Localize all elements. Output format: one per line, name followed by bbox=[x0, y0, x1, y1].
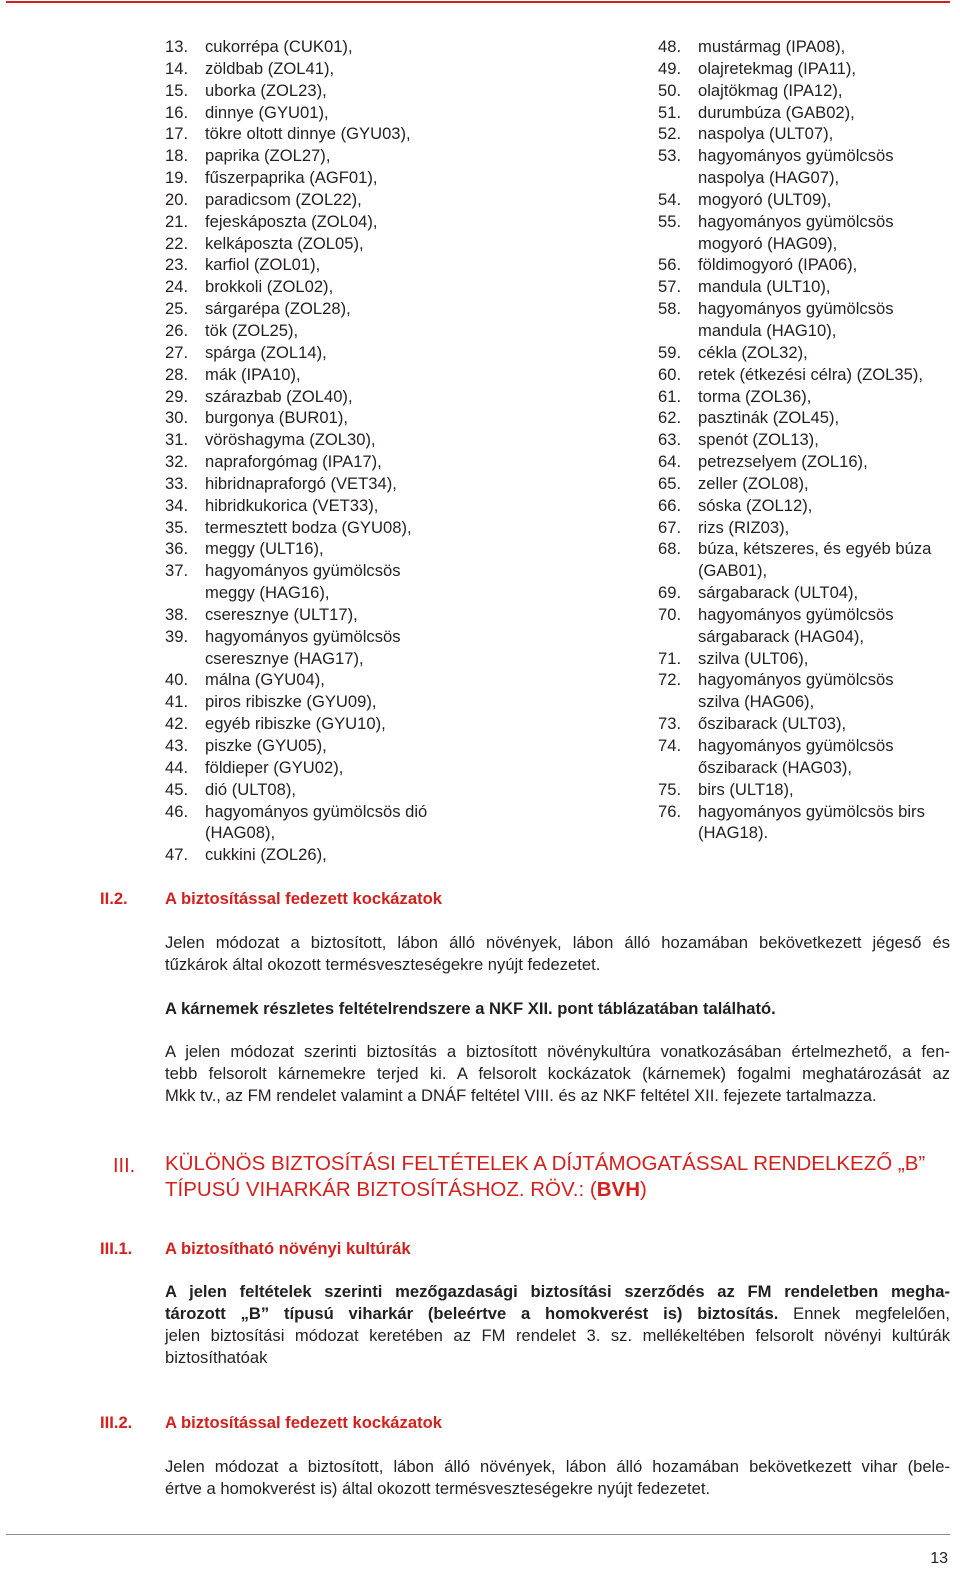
list-item bbox=[165, 123, 465, 145]
list-item bbox=[165, 691, 465, 713]
list-item-text: tök (ZOL25), bbox=[205, 320, 299, 340]
list-item-text: hagyományos gyümölcsös naspolya (HAG07), bbox=[698, 146, 894, 188]
footer-rule bbox=[6, 1534, 950, 1535]
list-item bbox=[165, 211, 465, 233]
list-item bbox=[165, 757, 465, 779]
list-item-text: hagyományos gyümölcsös szilva (HAG06), bbox=[698, 670, 894, 712]
list-item bbox=[658, 145, 958, 189]
list-item-text: zeller (ZOL08), bbox=[698, 473, 809, 493]
list-item-text: szárazbab (ZOL40), bbox=[205, 386, 353, 406]
list-item-number: 45. bbox=[165, 779, 189, 799]
list-item-number: 49. bbox=[658, 58, 682, 78]
list-item-number: 43. bbox=[165, 736, 189, 755]
list-item bbox=[165, 538, 465, 560]
list-item-text: olajretekmag (IPA11), bbox=[698, 58, 857, 78]
list-item-number: 60. bbox=[658, 364, 682, 384]
list-item bbox=[165, 36, 465, 58]
list-item bbox=[165, 80, 465, 102]
list-item bbox=[658, 604, 958, 648]
list-item-text: paprika (ZOL27), bbox=[205, 146, 331, 166]
list-item-number: 29. bbox=[165, 386, 189, 406]
list-item-number: 40. bbox=[165, 670, 189, 690]
list-item-text: karfiol (ZOL01), bbox=[205, 255, 321, 275]
list-item bbox=[165, 779, 465, 801]
chapter-title-line bbox=[165, 1177, 950, 1203]
list-item bbox=[165, 495, 465, 517]
list-item-number: 59. bbox=[658, 342, 682, 362]
list-item bbox=[658, 517, 958, 539]
chapter-title-prefix: TÍPUSÚ VIHARKÁR BIZTOSÍTÁSHOZ. RÖV.: ( bbox=[165, 1178, 597, 1201]
list-item-text: tökre oltott dinnye (GYU03), bbox=[205, 124, 411, 144]
list-item bbox=[658, 648, 958, 670]
list-item-number: 51. bbox=[658, 102, 682, 122]
list-item-number: 46. bbox=[165, 801, 189, 821]
list-item-number: 53. bbox=[658, 146, 682, 166]
list-item bbox=[658, 429, 958, 451]
list-item bbox=[165, 407, 465, 429]
list-item-text: hagyományos gyümölcsös meggy (HAG16), bbox=[205, 561, 401, 603]
list-item bbox=[165, 320, 465, 342]
list-item-text: spárga (ZOL14), bbox=[205, 342, 327, 362]
list-item-text: brokkoli (ZOL02), bbox=[205, 277, 334, 297]
list-item bbox=[658, 473, 958, 495]
list-item-number: 32. bbox=[165, 452, 189, 472]
list-item bbox=[165, 669, 465, 691]
paragraph-line: Jelen módozat a biztosított, lábon álló növények, lábon álló hozamában bekövetkezett jégeső és bbox=[165, 933, 950, 952]
list-item-text: fűszerpaprika (AGF01), bbox=[205, 168, 378, 188]
list-item bbox=[658, 298, 958, 342]
list-item bbox=[658, 538, 958, 582]
list-item-text: földieper (GYU02), bbox=[205, 757, 344, 777]
list-item-text: piszke (GYU05), bbox=[205, 736, 327, 755]
top-rule bbox=[6, 1, 950, 3]
list-item-text: mogyoró (ULT09), bbox=[698, 189, 832, 209]
list-item-text: dinnye (GYU01), bbox=[205, 102, 329, 122]
list-item bbox=[165, 386, 465, 408]
list-item-text: hibridnapraforgó (VET34), bbox=[205, 473, 397, 493]
paragraph bbox=[165, 932, 950, 976]
list-item bbox=[165, 801, 465, 845]
list-item bbox=[165, 429, 465, 451]
page-number: 13 bbox=[930, 1550, 948, 1567]
list-item-number: 57. bbox=[658, 277, 682, 297]
list-item bbox=[165, 298, 465, 320]
list-item-text: retek (étkezési célra) (ZOL35), bbox=[698, 364, 924, 384]
chapter-number: III. bbox=[113, 1155, 136, 1177]
list-item-number: 58. bbox=[658, 299, 682, 319]
list-item-number: 55. bbox=[658, 211, 682, 231]
list-item-number: 39. bbox=[165, 626, 189, 646]
list-item-number: 13. bbox=[165, 37, 189, 56]
list-item bbox=[165, 342, 465, 364]
list-item-text: torma (ZOL36), bbox=[698, 386, 812, 406]
list-item bbox=[658, 735, 958, 779]
list-item-number: 48. bbox=[658, 37, 682, 56]
list-item-number: 17. bbox=[165, 124, 189, 144]
list-item-text: dió (ULT08), bbox=[205, 779, 296, 799]
list-item-text: zöldbab (ZOL41), bbox=[205, 58, 335, 78]
chapter-title-suffix: ) bbox=[640, 1178, 647, 1201]
chapter-title bbox=[165, 1151, 950, 1203]
list-item-number: 36. bbox=[165, 539, 189, 559]
list-item bbox=[165, 626, 465, 670]
paragraph-line: jelen biztosítási módozat keretében az FM rendelet 3. sz. mellékeltében felsorolt növényi kultúrák bbox=[165, 1326, 950, 1345]
list-item-text: szilva (ULT06), bbox=[698, 648, 809, 668]
list-item-text: paradicsom (ZOL22), bbox=[205, 189, 362, 209]
list-item-number: 19. bbox=[165, 168, 189, 188]
list-item-text: hagyományos gyümölcsös dió (HAG08), bbox=[205, 801, 428, 843]
list-item bbox=[165, 167, 465, 189]
list-item-text: fejeskáposzta (ZOL04), bbox=[205, 211, 378, 231]
list-item-text: petrezselyem (ZOL16), bbox=[698, 452, 868, 472]
paragraph-line: biztosíthatóak bbox=[165, 1348, 268, 1367]
list-item-text: málna (GYU04), bbox=[205, 670, 325, 690]
list-item-text: durumbúza (GAB02), bbox=[698, 102, 855, 122]
list-item bbox=[658, 801, 958, 845]
list-item bbox=[658, 36, 958, 58]
section-title: A biztosítással fedezett kockázatok bbox=[165, 889, 442, 908]
list-item bbox=[658, 254, 958, 276]
paragraph-line bbox=[165, 1303, 950, 1325]
list-item-number: 34. bbox=[165, 495, 189, 515]
list-item bbox=[165, 145, 465, 167]
paragraph bbox=[165, 1041, 950, 1107]
list-item-number: 33. bbox=[165, 473, 189, 493]
paragraph bbox=[165, 1281, 950, 1369]
list-item-text: spenót (ZOL13), bbox=[698, 430, 819, 450]
list-item-number: 69. bbox=[658, 583, 682, 603]
paragraph-line: A jelen feltételek szerinti mezőgazdasági biztosítási szerződés az FM rendeletben megha- bbox=[165, 1282, 950, 1301]
list-item-number: 56. bbox=[658, 255, 682, 275]
list-item bbox=[658, 669, 958, 713]
list-item-number: 38. bbox=[165, 604, 189, 624]
list-item-number: 37. bbox=[165, 561, 189, 581]
paragraph-line: értve a homokverést is) által okozott termésveszteségekre nyújt fedezetet. bbox=[165, 1479, 711, 1498]
paragraph-line: Jelen módozat a biztosított, lábon álló növények, lábon álló hozamában bekövetkezett vihar (bele- bbox=[165, 1457, 950, 1476]
list-item bbox=[165, 604, 465, 626]
paragraph-bold-part: tározott „B” típusú viharkár (beleértve a homokverést is) biztosítás. bbox=[165, 1304, 779, 1323]
list-item bbox=[165, 364, 465, 386]
list-item-number: 64. bbox=[658, 452, 682, 472]
list-item-text: uborka (ZOL23), bbox=[205, 80, 327, 100]
list-item-number: 71. bbox=[658, 648, 682, 668]
list-item-number: 61. bbox=[658, 386, 682, 406]
list-item bbox=[165, 233, 465, 255]
list-item bbox=[658, 123, 958, 145]
list-item-number: 23. bbox=[165, 255, 189, 275]
list-item bbox=[165, 276, 465, 298]
list-item-text: sárgarépa (ZOL28), bbox=[205, 299, 351, 319]
list-item-number: 35. bbox=[165, 517, 189, 537]
paragraph-bold: A kárnemek részletes feltételrendszere a NKF XII. pont táblázatában található. bbox=[165, 999, 776, 1018]
list-item-text: cékla (ZOL32), bbox=[698, 342, 808, 362]
list-item-text: meggy (ULT16), bbox=[205, 539, 324, 559]
list-item-number: 18. bbox=[165, 146, 189, 166]
list-item bbox=[658, 495, 958, 517]
list-item bbox=[658, 386, 958, 408]
list-item-text: sóska (ZOL12), bbox=[698, 495, 813, 515]
paragraph-line: tűzkárok által okozott termésveszteségekre nyújt fedezetet. bbox=[165, 955, 601, 974]
list-item bbox=[165, 560, 465, 604]
list-item bbox=[658, 342, 958, 364]
list-item bbox=[658, 276, 958, 298]
list-item-text: cukkini (ZOL26), bbox=[205, 845, 327, 865]
list-item-text: búza, kétszeres, és egyéb búza (GAB01), bbox=[698, 539, 932, 581]
list-item-number: 25. bbox=[165, 299, 189, 319]
list-item-number: 66. bbox=[658, 495, 682, 515]
list-item-text: földimogyoró (IPA06), bbox=[698, 255, 858, 275]
list-item-number: 22. bbox=[165, 233, 189, 253]
list-item bbox=[165, 735, 465, 757]
list-item bbox=[658, 80, 958, 102]
list-item-text: naspolya (ULT07), bbox=[698, 124, 834, 144]
list-item-number: 42. bbox=[165, 714, 189, 734]
list-item-text: kelkáposzta (ZOL05), bbox=[205, 233, 364, 253]
list-item-text: olajtökmag (IPA12), bbox=[698, 80, 843, 100]
list-item bbox=[165, 254, 465, 276]
list-item-text: őszibarack (ULT03), bbox=[698, 714, 847, 734]
list-item-text: hagyományos gyümölcsös birs (HAG18). bbox=[698, 801, 925, 843]
list-item bbox=[165, 189, 465, 211]
list-item-text: hibridkukorica (VET33), bbox=[205, 495, 379, 515]
paragraph bbox=[165, 1456, 950, 1500]
list-item-text: termesztett bodza (GYU08), bbox=[205, 517, 412, 537]
list-item-text: egyéb ribiszke (GYU10), bbox=[205, 714, 386, 734]
list-item-number: 62. bbox=[658, 408, 682, 428]
list-item bbox=[658, 779, 958, 801]
list-item-number: 15. bbox=[165, 80, 189, 100]
list-item bbox=[165, 517, 465, 539]
list-item bbox=[658, 189, 958, 211]
list-item bbox=[165, 102, 465, 124]
list-item-text: pasztinák (ZOL45), bbox=[698, 408, 840, 428]
list-item-number: 75. bbox=[658, 779, 682, 799]
list-item bbox=[658, 58, 958, 80]
list-item-text: rizs (RIZ03), bbox=[698, 517, 790, 537]
list-item-number: 73. bbox=[658, 714, 682, 734]
list-item bbox=[658, 713, 958, 735]
list-item-text: mandula (ULT10), bbox=[698, 277, 831, 297]
list-item bbox=[165, 844, 465, 866]
paragraph-line: A jelen módozat szerinti biztosítás a biztosított növénykultúra vonatkozásában értelmezhető, a fen- bbox=[165, 1042, 950, 1061]
list-item-number: 20. bbox=[165, 189, 189, 209]
list-item-number: 47. bbox=[165, 845, 189, 865]
list-item bbox=[165, 451, 465, 473]
list-item-text: cukorrépa (CUK01), bbox=[205, 37, 353, 56]
list-item-number: 63. bbox=[658, 430, 682, 450]
list-item-text: hagyományos gyümölcsös őszibarack (HAG03), bbox=[698, 736, 894, 777]
list-item-number: 41. bbox=[165, 692, 189, 712]
chapter-title-line: KÜLÖNÖS BIZTOSÍTÁSI FELTÉTELEK A DÍJTÁMOGATÁSSAL RENDELKEZŐ „B” bbox=[165, 1152, 926, 1175]
list-item-text: hagyományos gyümölcsös sárgabarack (HAG04), bbox=[698, 604, 894, 646]
list-item-number: 70. bbox=[658, 604, 682, 624]
list-item-number: 65. bbox=[658, 473, 682, 493]
list-item bbox=[658, 407, 958, 429]
list-item-text: sárgabarack (ULT04), bbox=[698, 583, 859, 603]
list-item-text: hagyományos gyümölcsös cseresznye (HAG17), bbox=[205, 626, 401, 668]
section-title: A biztosítással fedezett kockázatok bbox=[165, 1413, 442, 1432]
paragraph-rest-part: Ennek megfelelően, bbox=[778, 1304, 950, 1323]
crop-list-left-column bbox=[165, 36, 465, 866]
list-item-number: 67. bbox=[658, 517, 682, 537]
list-item-number: 21. bbox=[165, 211, 189, 231]
list-item-number: 72. bbox=[658, 670, 682, 690]
list-item bbox=[165, 58, 465, 80]
list-item-text: napraforgómag (IPA17), bbox=[205, 452, 382, 472]
list-item-text: burgonya (BUR01), bbox=[205, 408, 348, 428]
list-item-number: 27. bbox=[165, 342, 189, 362]
list-item-number: 30. bbox=[165, 408, 189, 428]
paragraph-line: tebb felsorolt kárnemekre terjed ki. A felsorolt kockázatok (kárnemek) fogalmi meghatározását az bbox=[165, 1064, 950, 1083]
list-item-text: piros ribiszke (GYU09), bbox=[205, 692, 377, 712]
list-item-text: mustármag (IPA08), bbox=[698, 37, 846, 56]
list-item-number: 28. bbox=[165, 364, 189, 384]
list-item bbox=[658, 582, 958, 604]
list-item-text: vöröshagyma (ZOL30), bbox=[205, 430, 376, 450]
list-item-number: 26. bbox=[165, 320, 189, 340]
section-title: A biztosítható növényi kultúrák bbox=[165, 1239, 411, 1258]
list-item-number: 16. bbox=[165, 102, 189, 122]
paragraph-line: Mkk tv., az FM rendelet valamint a DNÁF feltétel VIII. és az NKF feltétel XII. fejezete tartalmazza. bbox=[165, 1086, 877, 1105]
list-item bbox=[165, 473, 465, 495]
section-number: III.2. bbox=[100, 1413, 133, 1432]
list-item-text: cseresznye (ULT17), bbox=[205, 604, 358, 624]
list-item-number: 52. bbox=[658, 124, 682, 144]
section-number: II.2. bbox=[100, 889, 128, 908]
list-item-number: 76. bbox=[658, 801, 682, 821]
list-item bbox=[658, 102, 958, 124]
list-item-number: 44. bbox=[165, 757, 189, 777]
crop-list-right-column bbox=[658, 36, 958, 844]
list-item-number: 31. bbox=[165, 430, 189, 450]
list-item bbox=[165, 713, 465, 735]
list-item-number: 74. bbox=[658, 736, 682, 755]
list-item-number: 50. bbox=[658, 80, 682, 100]
list-item-number: 68. bbox=[658, 539, 682, 559]
list-item-number: 14. bbox=[165, 58, 189, 78]
list-item-number: 24. bbox=[165, 277, 189, 297]
list-item-text: hagyományos gyümölcsös mogyoró (HAG09), bbox=[698, 211, 894, 253]
list-item-text: mák (IPA10), bbox=[205, 364, 301, 384]
section-number: III.1. bbox=[100, 1239, 133, 1258]
list-item bbox=[658, 211, 958, 255]
list-item-text: birs (ULT18), bbox=[698, 779, 794, 799]
chapter-abbreviation: BVH bbox=[596, 1178, 641, 1201]
list-item-number: 54. bbox=[658, 189, 682, 209]
list-item bbox=[658, 451, 958, 473]
list-item bbox=[658, 364, 958, 386]
list-item-text: hagyományos gyümölcsös mandula (HAG10), bbox=[698, 299, 894, 340]
